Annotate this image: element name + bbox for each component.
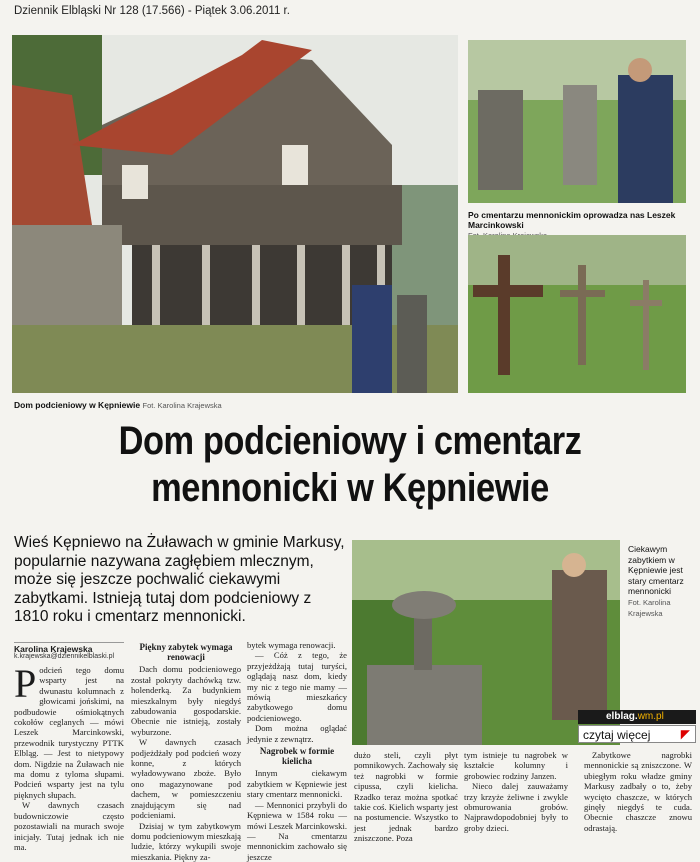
read-more-badge[interactable]	[578, 710, 696, 750]
house-caption-credit: Fot. Karolina Krajewska	[142, 401, 221, 410]
crosses-photo	[468, 235, 686, 393]
woman-caption-text: Ciekawym zabytkiem w Kępniewie jest stary cmentarz mennonicki	[628, 544, 684, 596]
arrow-icon: ◤	[681, 727, 690, 742]
author-name: Karolina Krajewska	[14, 642, 124, 654]
site-logo-a: elblag.	[606, 711, 638, 722]
column-2-p2: W dawnych czasach podjeżdżały pod podcień wozy konne, z których wyładowywano zboże. Było ono magazynowane pod dachem, w pomieszczeniu znajdującym się nad podcieniami.	[131, 737, 241, 820]
column-2-p3: Dzisiaj w tym zabytkowym domu podcieniowym mieszkają ludzie, którzy wykupili swoje mieszkania. Piękny za-	[131, 821, 241, 862]
subheading-renovation: Piękny zabytek wymaga renowacji	[131, 642, 241, 662]
masthead: Dziennik Elbląski Nr 128 (17.566) - Piątek 3.06.2011 r.	[14, 5, 290, 17]
column-4-text: dużo steli, czyli płyt pomnikowych. Zachowały się też nagrobki w formie cipussa, czyli kielicha. Rzadko teraz można spotkać takie coś. Kielich wsparty jest na postumencie. Wszystko to jest jednak bardzo zniszczone. Poza	[354, 750, 458, 843]
column-6	[584, 750, 692, 830]
house-caption-text: Dom podcieniowy w Kępniewie	[14, 400, 140, 410]
site-logo-b: wm.pl	[638, 711, 664, 722]
house-caption	[14, 400, 314, 411]
column-1-text: odcień tego domu wsparty jest na dwunastu kolumnach z głowicami jońskimi, na podbudowie ośmiokątnych cokołów ceglanych — mówi Leszek Marcinkowski, przewodnik turystyczny PTTK Elbląg. — Jest to nietypowy dom. Nigdzie na Żuławach nie ma domu z tyloma słupami. Podcień wsparty jest na tylu pięknych słupach.	[14, 665, 124, 800]
column-6-text: Zabytkowe nagrobki mennonickie są zniszczone. W ubiegłym roku władze gminy Markusy zadbały o to, żeby wycięto chaszcze, w których ginęły niegdyś te cuda. Obecnie chaszcze znowu odrastają.	[584, 750, 692, 833]
column-2-p1: Dach domu podcieniowego został pokryty dachówką tzw. holenderką. Za budynkiem mieszkalnym były niegdyś zabudowania gospodarskie. Obecnie nie istnieją, zostały wyburzone.	[131, 664, 241, 737]
guide-photo	[468, 40, 686, 203]
headline-line-1: Dom podcieniowy i cmentarz	[49, 418, 651, 465]
woman-caption-credit: Fot. Karolina Krajewska	[628, 598, 671, 619]
column-4	[354, 750, 458, 830]
headline-line-2: mennonicki w Kępniewie	[49, 465, 651, 512]
column-3-p3: Dom można oglądać jedynie z zewnątrz.	[247, 723, 347, 744]
subheading-gravestone: Nagrobek w formie kielicha	[247, 746, 347, 766]
headline	[49, 418, 651, 512]
column-3	[247, 640, 347, 830]
column-1	[14, 665, 124, 830]
site-logo	[578, 710, 696, 724]
column-5-text: tym istnieje tu nagrobek w kształcie kolumny i grobowiec rodziny Janzen.	[464, 750, 568, 781]
lead-paragraph: Wieś Kępniewo na Żuławach w gminie Markusy, popularnie nazywana zagłębiem mlecznym, może się jeszcze pochwalić ciekawymi zabytkami. Istnieją tutaj dom podcieniowy z 1810 roku i cmentarz mennonicki.	[14, 534, 349, 627]
column-5-text-2: Nieco dalej zauważamy trzy krzyże żeliwne i zwykle obmurowania grobów. Najprawdopodobniej były to groby dzieci.	[464, 781, 568, 833]
woman-caption	[628, 544, 698, 620]
author-email[interactable]: k.krajewska@dziennikelblaski.pl	[14, 653, 124, 660]
column-3-p4: Innym ciekawym zabytkiem w Kępniewie jest stary cmentarz mennonicki.	[247, 768, 347, 799]
column-1-text-2: W dawnych czasach budowniczowie często pozostawiali na murach swoje inicjały. Tutaj jednak ich nie ma.	[14, 800, 124, 852]
column-3-p5: — Mennonici przybyli do Kępniewa w 1584 roku — mówi Leszek Marcinkowski. — Na cmentarzu mennonickim zachowało się jeszcze	[247, 800, 347, 862]
column-2	[131, 640, 241, 830]
guide-caption-text: Po cmentarzu mennonickim oprowadza nas Leszek Marcinkowski	[468, 210, 675, 230]
house-photo	[12, 35, 458, 393]
column-5	[464, 750, 568, 830]
column-3-p1: bytek wymaga renowacji.	[247, 640, 347, 650]
column-3-p2: — Cóż z tego, że przyjeżdżają tutaj turyści, oglądają nasz dom, kiedy my nic z tego nie mamy — mówią mieszkańcy zabytkowego domu podcieniowego.	[247, 650, 347, 723]
read-more-label[interactable]: czytaj więcej	[578, 725, 696, 743]
drop-cap: P	[14, 667, 36, 701]
